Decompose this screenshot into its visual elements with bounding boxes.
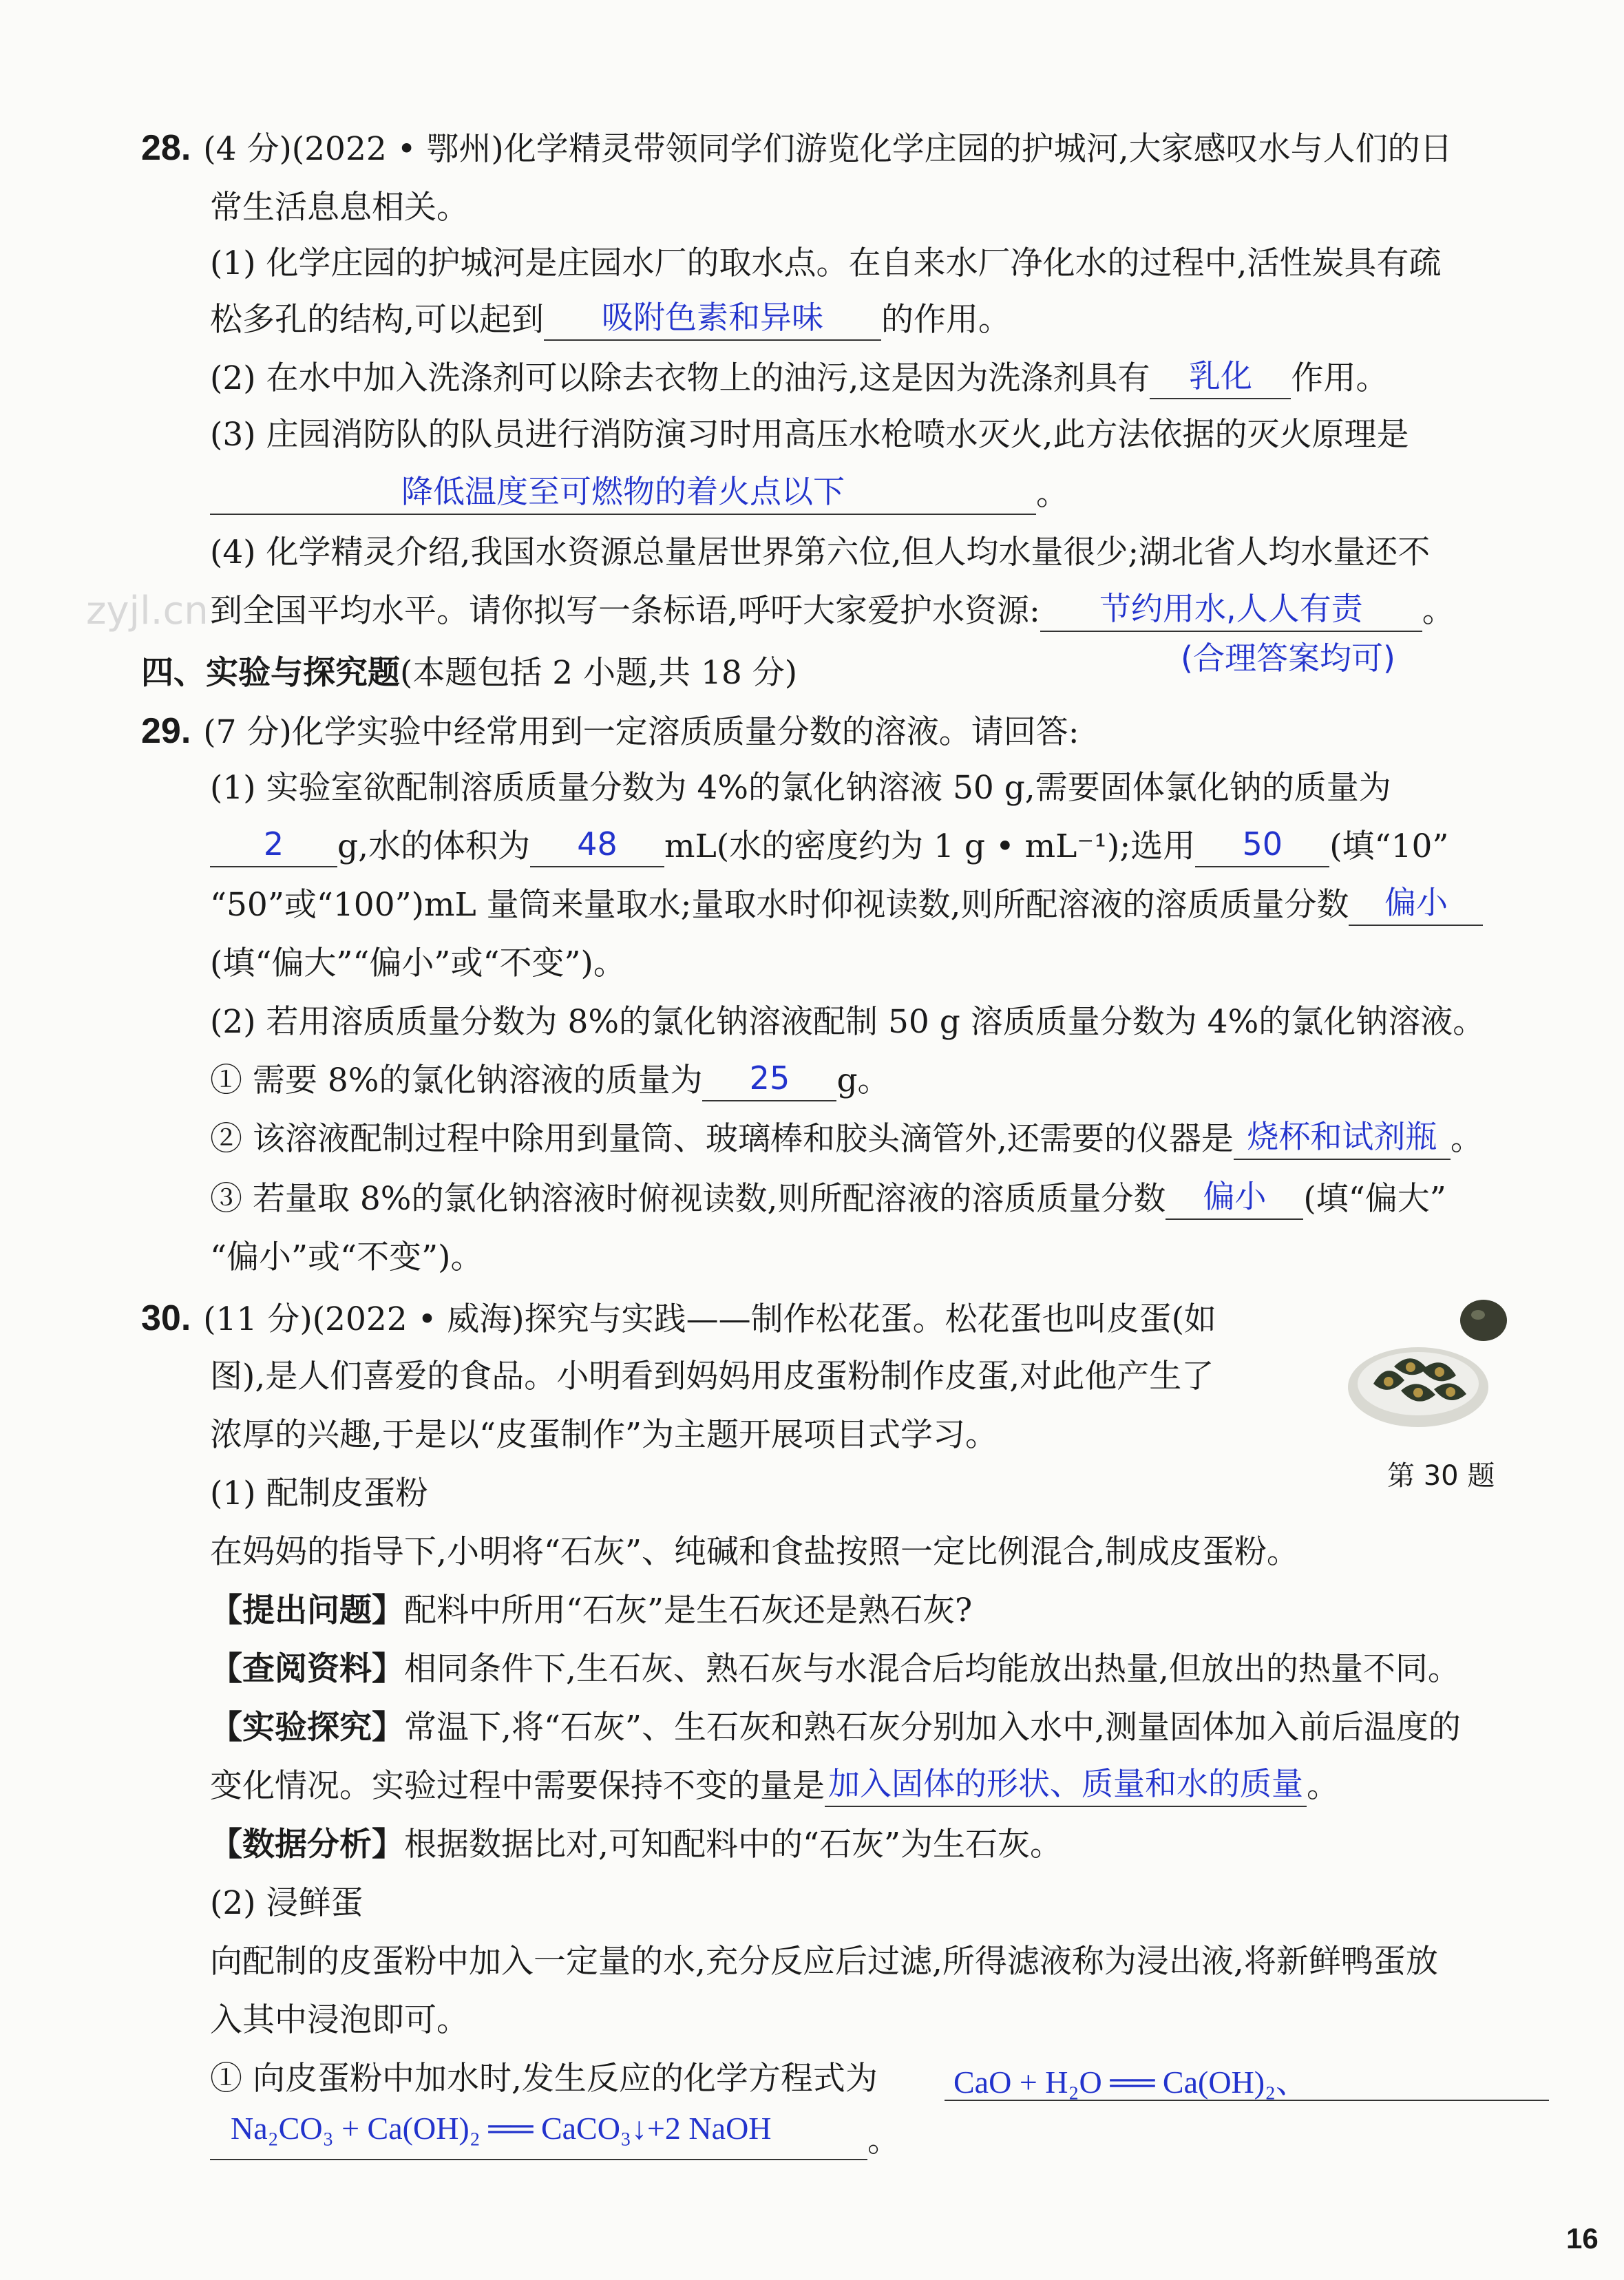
q28-part3-line2: 降低温度至可燃物的着火点以下 。 [210, 474, 1068, 515]
q28-part2-line: (2) 在水中加入洗涤剂可以除去衣物上的油污,这是因为洗涤剂具有 乳化 作用。 [210, 358, 1388, 399]
q29-mass-blank [210, 825, 337, 867]
q29-part1-line4: (填“偏大”“偏小”或“不变”)。 [210, 944, 626, 982]
q30-intro-line2: 图),是人们喜爱的食品。小明看到妈妈用皮蛋粉制作皮蛋,对此他产生了 [210, 1358, 1214, 1395]
q30-equation1: CaO + H₂O ══ Ca(OH)₂、 [953, 2065, 1308, 2100]
q28-intro-line1: 28. (4 分)(2022 • 鄂州)化学精灵带领同学们游览化学庄园的护城河,大家感叹水与人们的日 [141, 128, 1453, 168]
q29-volume-blank [530, 825, 664, 867]
q29-cylinder-blank [1195, 825, 1329, 867]
q30-equation2: Na₂CO₃ + Ca(OH)₂ ══ CaCO₃↓+2 NaOH [231, 2111, 772, 2146]
q29-part1-line3: “50”或“100”)mL 量筒来量取水;量取水时仰视读数,则所配溶液的溶质质量分数 偏小 [210, 885, 1483, 926]
q29-part2-line: (2) 若用溶质质量分数为 8%的氯化钠溶液配制 50 g 溶质质量分数为 4%的氯化钠溶液。 [210, 1003, 1486, 1041]
q28-part1-line1: (1) 化学庄园的护城河是庄园水厂的取水点。在自来水厂净化水的过程中,活性炭具有疏 [210, 244, 1442, 282]
q28-part4-line1: (4) 化学精灵介绍,我国水资源总量居世界第六位,但人均水量很少;湖北省人均水量还不 [210, 534, 1431, 571]
q29-effect1-blank [1349, 884, 1483, 926]
q29-effect2-answer: 偏小 [1203, 1178, 1267, 1215]
q30-intro-line1: 30. (11 分)(2022 • 威海)探究与实践——制作松花蛋。松花蛋也叫皮蛋(如 [141, 1298, 1216, 1338]
figure-caption: 第 30 题 [1387, 1460, 1495, 1492]
q28-answer4-blank [1040, 590, 1422, 632]
page-number: 16 [1566, 2222, 1599, 2255]
q29-volume-answer: 48 [577, 825, 618, 863]
q28-answer2: 乳化 [1188, 357, 1252, 394]
q30-experiment-line1: 【实验探究】常温下,将“石灰”、生石灰和熟石灰分别加入水中,测量固体加入前后温度的 [210, 1709, 1461, 1746]
q28-part4-line2: 到全国平均水平。请你拟写一条标语,呼吁大家爱护水资源: 节约用水,人人有责 。 [210, 591, 1455, 632]
q28-intro-line2: 常生活息息相关。 [210, 189, 469, 226]
q30-section2-text-line2: 入其中浸泡即可。 [210, 2001, 469, 2039]
q29-mass-answer: 2 [263, 825, 284, 863]
q29-intro: 29. (7 分)化学实验中经常用到一定溶质质量分数的溶液。请回答: [141, 711, 1079, 751]
q30-equation-line1: ① 向皮蛋粉中加水时,发生反应的化学方程式为 [210, 2060, 878, 2098]
q29-part1-line1: (1) 实验室欲配制溶质质量分数为 4%的氯化钠溶液 50 g,需要固体氯化钠的质量为 [210, 769, 1391, 807]
q30-research-line: 【查阅资料】相同条件下,生石灰、熟石灰与水混合后均能放出热量,但放出的热量不同。 [210, 1650, 1460, 1688]
q28-part1-line2: 松多孔的结构,可以起到 吸附色素和异味 的作用。 [210, 299, 1011, 341]
egg-highlight [1471, 1310, 1485, 1320]
q29-part1-line2: 2 g,水的体积为 48 mL(水的密度约为 1 g • mL⁻¹);选用 50 (填“10” [210, 826, 1448, 867]
q30-number: 30. [141, 1298, 191, 1338]
section4-heading: 四、实验与探究题(本题包括 2 小题,共 18 分) [141, 654, 798, 692]
whole-egg [1460, 1300, 1507, 1341]
q29-solution-mass-answer: 25 [749, 1059, 790, 1097]
q30-section1-title: (1) 配制皮蛋粉 [210, 1475, 428, 1512]
q29-sub3-line2: “偏小”或“不变”)。 [210, 1238, 483, 1276]
q30-intro-line3: 浓厚的兴趣,于是以“皮蛋制作”为主题开展项目式学习。 [210, 1416, 998, 1454]
watermark: zyjl.cn [86, 589, 209, 633]
q29-sub1-line: ① 需要 8%的氯化钠溶液的质量为 25 g。 [210, 1060, 890, 1101]
preserved-egg-photo [1346, 1294, 1511, 1439]
q29-number: 29. [141, 711, 191, 751]
q29-instruments-blank [1234, 1118, 1451, 1160]
q29-instruments-answer: 烧杯和试剂瓶 [1247, 1118, 1437, 1155]
q28-answer3: 降低温度至可燃物的着火点以下 [401, 473, 845, 510]
q29-solution-mass-blank [702, 1059, 836, 1101]
q30-constant-blank [825, 1765, 1307, 1807]
q30-section2-title: (2) 浸鲜蛋 [210, 1884, 363, 1922]
q28-part3-line1: (3) 庄园消防队的队员进行消防演习时用高压水枪喷水灭火,此方法依据的灭火原理是 [210, 416, 1409, 454]
q30-constant-answer: 加入固体的形状、质量和水的质量 [828, 1765, 1303, 1802]
q30-section2-text-line1: 向配制的皮蛋粉中加入一定量的水,充分反应后过滤,所得滤液称为浸出液,将新鲜鸭蛋放 [210, 1943, 1438, 1981]
q30-question-line: 【提出问题】配料中所用“石灰”是生石灰还是熟石灰? [210, 1592, 973, 1629]
q28-number: 28. [141, 128, 191, 168]
q30-section1-text: 在妈妈的指导下,小明将“石灰”、纯碱和食盐按照一定比例混合,制成皮蛋粉。 [210, 1533, 1299, 1571]
q29-cylinder-answer: 50 [1242, 825, 1283, 863]
q28-answer4: 节约用水,人人有责 [1099, 590, 1363, 627]
q29-sub2-line: ② 该溶液配制过程中除用到量筒、玻璃棒和胶头滴管外,还需要的仪器是 烧杯和试剂瓶 。 [210, 1119, 1483, 1160]
q30-analysis-line: 【数据分析】根据数据比对,可知配料中的“石灰”为生石灰。 [210, 1826, 1062, 1864]
q28-answer1-blank [544, 299, 881, 341]
q28-answer3-blank [210, 473, 1036, 515]
q29-sub3-line1: ③ 若量取 8%的氯化钠溶液时俯视读数,则所配溶液的溶质质量分数 偏小 (填“偏大” [210, 1179, 1446, 1220]
q30-experiment-line2: 变化情况。实验过程中需要保持不变的量是 加入固体的形状、质量和水的质量 。 [210, 1766, 1339, 1807]
q28-answer2-blank [1150, 357, 1291, 399]
q29-effect2-blank [1166, 1178, 1303, 1220]
q30-equation-end: 。 [867, 2122, 900, 2160]
q29-effect1-answer: 偏小 [1384, 884, 1448, 921]
q28-answer4-note: (合理答案均可) [1181, 640, 1395, 677]
q28-answer1: 吸附色素和异味 [601, 299, 823, 336]
